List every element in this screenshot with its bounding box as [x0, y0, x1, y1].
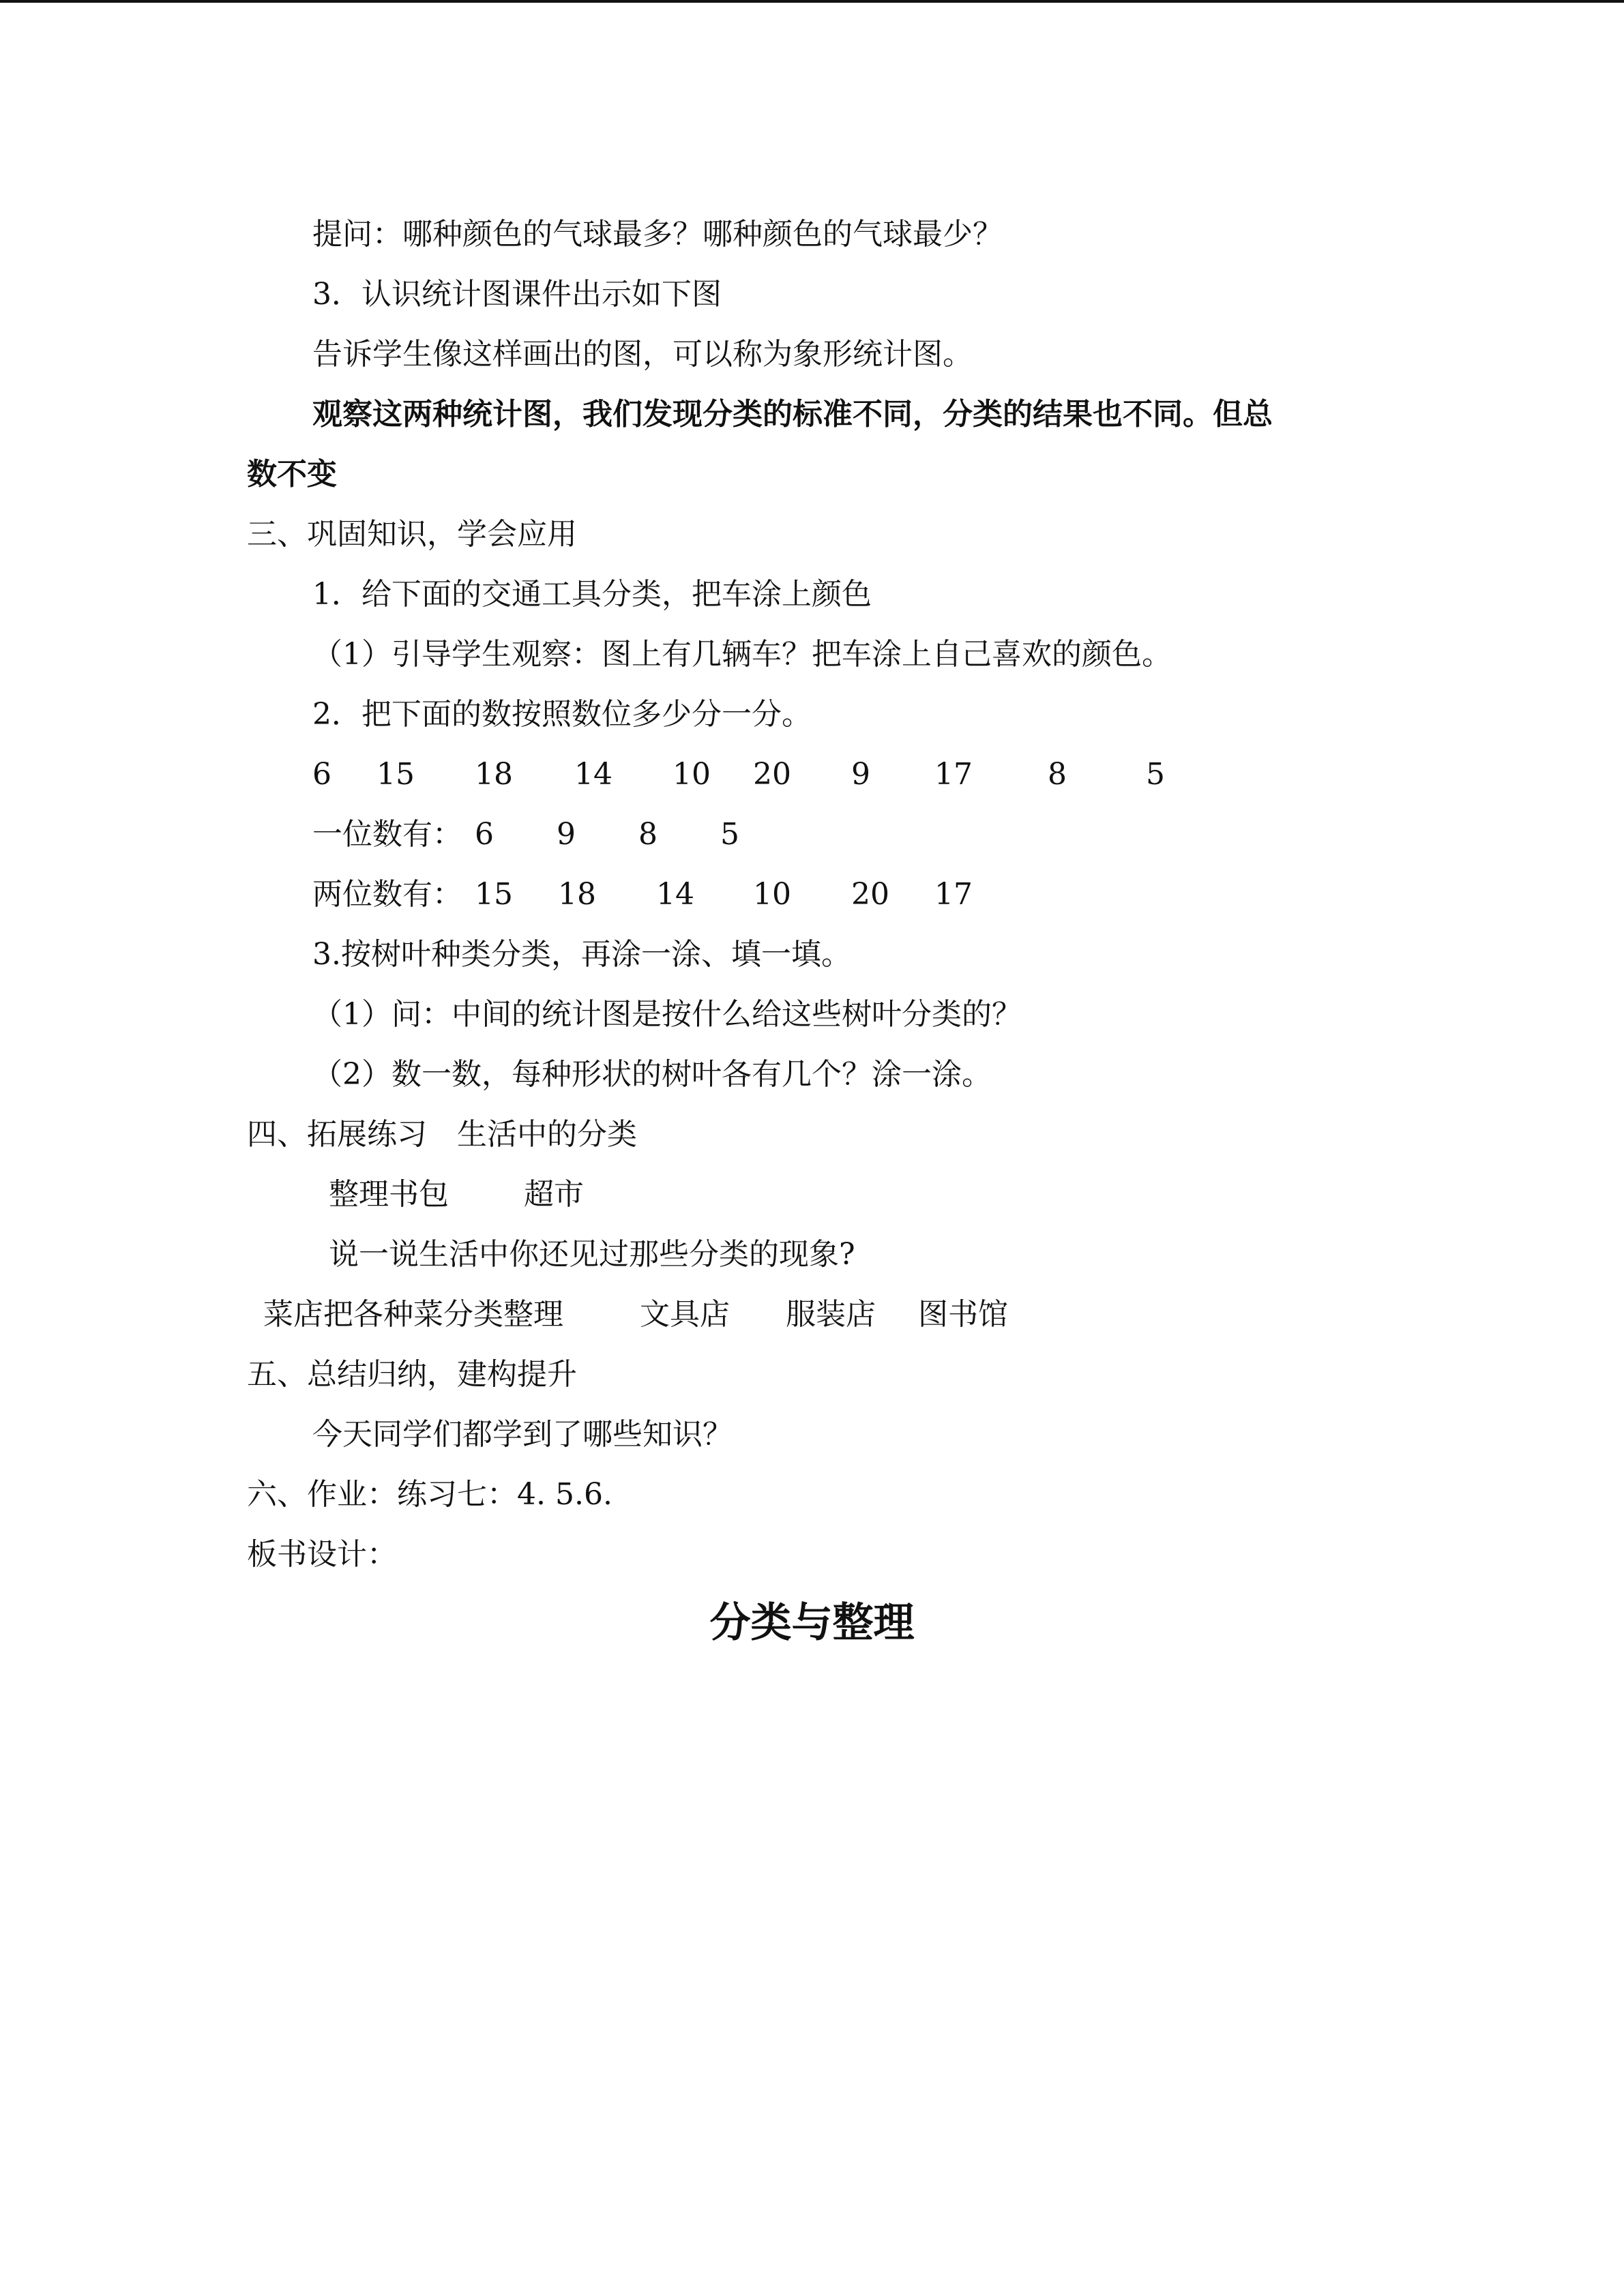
one-digit-value: 8 — [638, 817, 658, 852]
number-item: 10 — [673, 757, 711, 792]
observe-conclusion-line-2: 数不变 — [247, 457, 337, 492]
life-examples-row — [0, 1174, 1624, 1215]
number-item: 18 — [475, 757, 513, 792]
two-digit-value: 18 — [558, 877, 596, 912]
shop-clothes: 服装店 — [786, 1297, 876, 1332]
example-supermarket: 超市 — [524, 1177, 584, 1212]
step-3-know-chart: 3．认识统计图课件出示如下图 — [312, 277, 722, 312]
two-digit-row — [0, 874, 1624, 915]
shop-library: 图书馆 — [918, 1297, 1008, 1332]
exercise-3-sub-2: （2）数一数，每种形状的树叶各有几个？涂一涂。 — [312, 1057, 992, 1092]
number-item: 17 — [934, 757, 973, 792]
number-item: 14 — [574, 757, 612, 792]
board-title: 分类与整理 — [709, 1599, 915, 1647]
question-balloons: 提问：哪种颜色的气球最多？哪种颜色的气球最少？ — [312, 217, 1003, 252]
board-design-label: 板书设计： — [247, 1537, 397, 1572]
exercise-1-sub-1: （1）引导学生观察：图上有几辆车？把车涂上自己喜欢的颜色。 — [312, 637, 1172, 672]
exercise-2: 2．把下面的数按照数位多少分一分。 — [312, 697, 812, 732]
section-4-heading: 四、拓展练习 生活中的分类 — [247, 1117, 637, 1152]
two-digit-value: 20 — [851, 877, 889, 912]
shop-vegetable: 菜店把各种菜分类整理 — [263, 1297, 563, 1332]
one-digit-value: 9 — [557, 817, 576, 852]
number-item: 9 — [851, 757, 870, 792]
number-item: 15 — [377, 757, 415, 792]
exercise-3-sub-1: （1）问：中间的统计图是按什么给这些树叶分类的？ — [312, 997, 1022, 1032]
exercise-3: 3.按树叶种类分类，再涂一涂、填一填。 — [312, 937, 851, 972]
ask-life-examples: 说一说生活中你还见过那些分类的现象? — [329, 1237, 855, 1272]
number-item: 20 — [753, 757, 791, 792]
one-digit-value: 6 — [475, 817, 494, 852]
two-digit-value: 15 — [475, 877, 513, 912]
one-digit-value: 5 — [720, 817, 739, 852]
example-school-bag: 整理书包 — [329, 1177, 449, 1212]
today-question: 今天同学们都学到了哪些知识？ — [312, 1417, 733, 1452]
two-digit-value: 17 — [934, 877, 973, 912]
observe-conclusion-line-1: 观察这两种统计图，我们发现分类的标准不同，分类的结果也不同。但总 — [312, 397, 1273, 432]
exercise-1: 1．给下面的交通工具分类，把车涂上颜色 — [312, 577, 872, 612]
two-digit-label: 两位数有： — [312, 877, 462, 912]
section-5-heading: 五、总结归纳，建构提升 — [247, 1357, 577, 1392]
one-digit-row — [0, 814, 1624, 855]
tell-students-line: 告诉学生像这样画出的图，可以称为象形统计图。 — [312, 337, 973, 372]
two-digit-value: 14 — [656, 877, 694, 912]
one-digit-label: 一位数有： — [312, 817, 462, 852]
shop-stationery: 文具店 — [640, 1297, 730, 1332]
number-item: 5 — [1146, 757, 1165, 792]
top-border — [0, 0, 1624, 3]
numbers-row — [0, 754, 1624, 795]
section-3-heading: 三、巩固知识，学会应用 — [247, 517, 577, 552]
section-6-homework: 六、作业：练习七：4. 5.6. — [247, 1477, 612, 1512]
number-item: 6 — [312, 757, 331, 792]
two-digit-value: 10 — [753, 877, 791, 912]
shops-row — [0, 1294, 1624, 1335]
number-item: 8 — [1048, 757, 1067, 792]
